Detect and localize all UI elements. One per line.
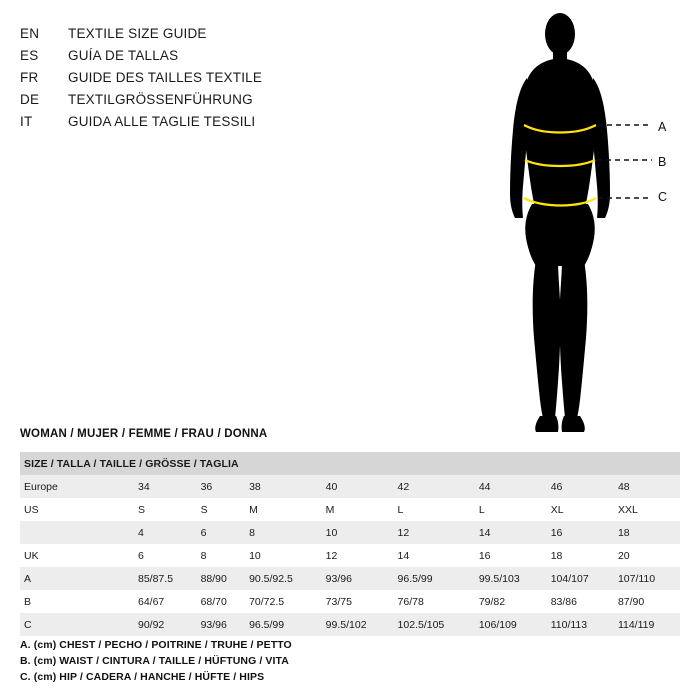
table-row: [20, 498, 680, 521]
row-label: UK: [20, 544, 134, 567]
cell: 68/70: [197, 590, 246, 613]
cell: 110/113: [547, 613, 614, 636]
language-code: FR: [20, 70, 39, 85]
cell: 107/110: [614, 567, 680, 590]
measure-letter-a: A: [658, 120, 667, 134]
cell: 73/75: [322, 590, 394, 613]
cell: 93/96: [197, 613, 246, 636]
cell: 79/82: [475, 590, 547, 613]
cell: 6: [197, 521, 246, 544]
cell: 96.5/99: [245, 613, 322, 636]
cell: 64/67: [134, 590, 197, 613]
cell: 10: [322, 521, 394, 544]
table-row: [20, 544, 680, 567]
cell: 106/109: [475, 613, 547, 636]
cell: 85/87.5: [134, 567, 197, 590]
cell: XL: [547, 498, 614, 521]
cell: 14: [394, 544, 475, 567]
cell: 40: [322, 475, 394, 498]
cell: S: [197, 498, 246, 521]
cell: 44: [475, 475, 547, 498]
language-title-block: [20, 26, 480, 136]
language-row: [20, 92, 480, 114]
language-code: IT: [20, 114, 33, 129]
cell: 93/96: [322, 567, 394, 590]
cell: 16: [475, 544, 547, 567]
cell: 90/92: [134, 613, 197, 636]
size-table: [20, 452, 680, 636]
cell: 12: [394, 521, 475, 544]
cell: 104/107: [547, 567, 614, 590]
language-title: TEXTILE SIZE GUIDE: [68, 26, 207, 41]
measure-letter-b: B: [658, 155, 667, 169]
cell: M: [322, 498, 394, 521]
cell: 18: [547, 544, 614, 567]
cell: 96.5/99: [394, 567, 475, 590]
language-row: [20, 26, 480, 48]
table-row: [20, 567, 680, 590]
cell: 18: [614, 521, 680, 544]
cell: 38: [245, 475, 322, 498]
cell: 76/78: [394, 590, 475, 613]
cell: 6: [134, 544, 197, 567]
table-row: [20, 521, 680, 544]
cell: S: [134, 498, 197, 521]
table-row: [20, 613, 680, 636]
cell: 88/90: [197, 567, 246, 590]
cell: M: [245, 498, 322, 521]
cell: 70/72.5: [245, 590, 322, 613]
language-code: DE: [20, 92, 40, 107]
table-header-label: SIZE / TALLA / TAILLE / GRÖSSE / TAGLIA: [20, 452, 680, 475]
row-label: B: [20, 590, 134, 613]
cell: 42: [394, 475, 475, 498]
language-title: GUIDA ALLE TAGLIE TESSILI: [68, 114, 256, 129]
cell: 46: [547, 475, 614, 498]
cell: 48: [614, 475, 680, 498]
cell: 87/90: [614, 590, 680, 613]
cell: 8: [197, 544, 246, 567]
woman-silhouette-icon: [470, 8, 695, 438]
cell: 34: [134, 475, 197, 498]
cell: 10: [245, 544, 322, 567]
cell: XXL: [614, 498, 680, 521]
language-title: GUIDE DES TAILLES TEXTILE: [68, 70, 263, 85]
table-row: [20, 590, 680, 613]
cell: 36: [197, 475, 246, 498]
cell: L: [394, 498, 475, 521]
cell: 16: [547, 521, 614, 544]
row-label: US: [20, 498, 134, 521]
measurement-figure: [470, 8, 695, 438]
table-header-row: [20, 452, 680, 475]
legend-line-b: B. (cm) WAIST / CINTURA / TAILLE / HÜFTUNG / VITA: [20, 655, 289, 667]
row-label: [20, 521, 134, 544]
cell: 20: [614, 544, 680, 567]
language-title: GUÍA DE TALLAS: [68, 48, 179, 63]
cell: 8: [245, 521, 322, 544]
language-code: EN: [20, 26, 40, 41]
cell: 12: [322, 544, 394, 567]
table-group-label: WOMAN / MUJER / FEMME / FRAU / DONNA: [20, 428, 268, 440]
cell: L: [475, 498, 547, 521]
cell: 90.5/92.5: [245, 567, 322, 590]
table-row: [20, 475, 680, 498]
language-row: [20, 114, 480, 136]
language-code: ES: [20, 48, 39, 63]
cell: 4: [134, 521, 197, 544]
cell: 102.5/105: [394, 613, 475, 636]
cell: 99.5/103: [475, 567, 547, 590]
measurement-legend: [20, 637, 680, 685]
language-title: TEXTILGRÖSSENFÜHRUNG: [68, 92, 253, 107]
row-label: Europe: [20, 475, 134, 498]
measure-letter-c: C: [658, 190, 668, 204]
row-label: A: [20, 567, 134, 590]
cell: 14: [475, 521, 547, 544]
cell: 83/86: [547, 590, 614, 613]
cell: 99.5/102: [322, 613, 394, 636]
cell: 114/119: [614, 613, 680, 636]
legend-line-c: C. (cm) HIP / CADERA / HANCHE / HÜFTE / HIPS: [20, 671, 265, 683]
language-row: [20, 70, 480, 92]
row-label: C: [20, 613, 134, 636]
legend-line-a: A. (cm) CHEST / PECHO / POITRINE / TRUHE / PETTO: [20, 639, 292, 651]
language-row: [20, 48, 480, 70]
